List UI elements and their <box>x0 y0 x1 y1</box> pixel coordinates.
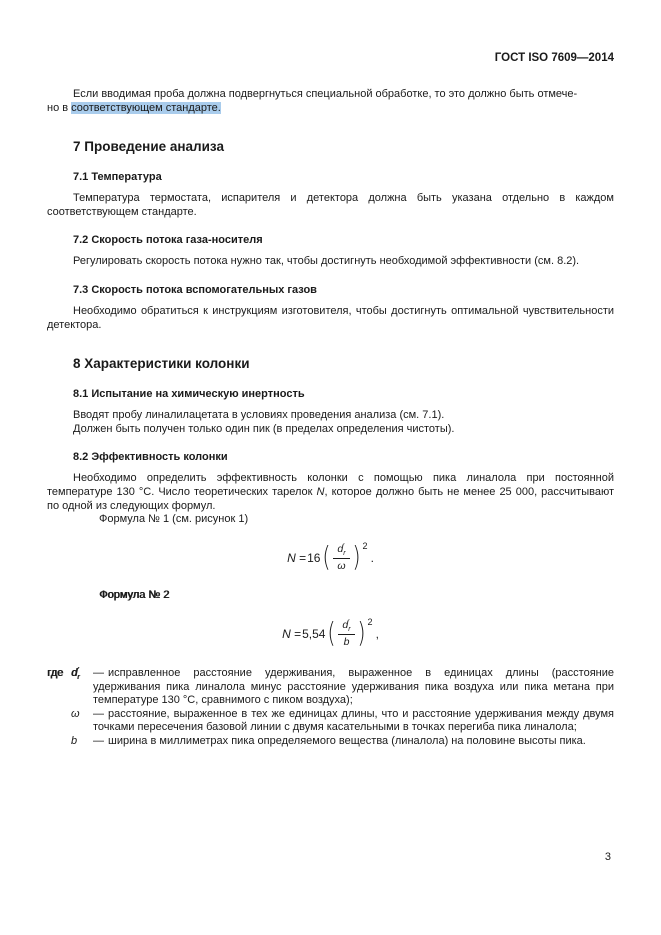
term-description <box>93 708 614 735</box>
section-7-3-body: Необходимо обратиться к инструкциям изготовителя, чтобы достигнуть оптимальной чувствительности детектора. <box>47 304 614 331</box>
sup-sub-stack <box>343 544 345 557</box>
exponent: 2 <box>362 540 368 551</box>
formula-1 <box>47 541 614 575</box>
prime-mark: ′ <box>348 619 350 627</box>
close-paren: ) <box>351 540 361 574</box>
formula-1-label: Формула № 1 (см. рисунок 1) <box>99 513 249 526</box>
description-text: расстояние, выраженное в тех же единицах длины, что и расстояние удерживания между двумя точками пересечения базовой линии с двумя касательными в точках перегиба пика линалола; <box>93 707 614 734</box>
close-paren: ) <box>356 615 366 649</box>
subscript-r: r <box>343 549 346 557</box>
term-d: d ′ r <box>71 666 80 681</box>
section-8-1-body-1: Вводят пробу линалилацетата в условиях проведения анализа (см. 7.1). <box>73 409 445 422</box>
section-7-1-body: Температура термостата, испарителя и детектора должна быть указана отдельно в каждом соответствующем стандарте. <box>47 192 614 218</box>
section-7-1-title: 7.1 Температура <box>73 171 162 184</box>
dash: — <box>93 666 104 679</box>
list-item <box>69 735 614 749</box>
dash: — <box>93 707 104 720</box>
term-description <box>93 735 614 749</box>
intro-paragraph <box>47 88 614 115</box>
fraction-numerator <box>333 543 349 560</box>
exponent: 2 <box>367 616 373 627</box>
description-text: ширина в миллиметрах пика определяемого вещества (линалола) на половине высоты пика. <box>108 734 586 747</box>
body-text: Необходимо определить эффективность колонки с помощью пика линалола при постоянной температуре 130 °С. Число теоретических тарелок <box>47 472 614 498</box>
list-item <box>69 667 614 708</box>
fraction-numerator <box>338 619 354 636</box>
fraction-denominator: b <box>343 636 350 649</box>
section-8-2-title: 8.2 Эффективность колонки <box>73 451 228 464</box>
sup-sub-stack <box>348 620 350 633</box>
fraction-denominator: ω <box>337 560 346 573</box>
open-paren: ( <box>322 540 332 574</box>
page-number: 3 <box>604 851 611 863</box>
where-definitions <box>47 667 614 749</box>
variable-d: d <box>342 618 349 631</box>
section-7-3-title: 7.3 Скорость потока вспомогательных газов <box>73 283 317 296</box>
section-7-title: 7 Проведение анализа <box>73 139 224 155</box>
variable-d: d <box>337 542 344 555</box>
formula-lhs: N <box>282 626 291 641</box>
body-text: , которое должно быть не менее 25 000, рассчитывают по одной из следующих формул. <box>47 485 615 512</box>
term-omega: ω <box>71 707 80 720</box>
section-8-1-body-2: Должен быть получен только один пик (в пределах определения чистоты). <box>73 422 455 435</box>
section-8-title: 8 Характеристики колонки <box>73 356 250 372</box>
section-7-2-title: 7.2 Скорость потока газа-носителя <box>73 234 263 247</box>
variable-n: N <box>316 485 325 498</box>
section-7-2-body: Регулировать скорость потока нужно так, чтобы достигнуть необходимой эффективности (см. 8.2). <box>73 255 580 268</box>
selected-text: соответствующем стандарте. <box>71 101 221 114</box>
formula-lhs: N <box>287 550 296 565</box>
formula-punctuation: , <box>375 626 379 641</box>
formula-punctuation: . <box>370 550 374 565</box>
term-description <box>93 667 614 708</box>
fraction <box>333 543 349 573</box>
sup-sub-stack: ′ r <box>77 667 80 681</box>
prime-mark: ′ <box>343 543 345 551</box>
equals-sign: = <box>299 550 307 565</box>
open-paren: ( <box>327 615 337 649</box>
section-8-2-body <box>47 472 614 513</box>
subscript-r: r <box>348 625 351 633</box>
equals-sign: = <box>294 626 302 641</box>
where-label: где <box>47 666 64 679</box>
formula-coefficient: 5,54 <box>302 626 326 641</box>
formula-2-label: Формула № 2 <box>99 589 170 602</box>
term-b: b <box>71 734 78 747</box>
dash: — <box>93 734 104 747</box>
where-items <box>69 667 614 749</box>
formula-coefficient: 16 <box>307 550 321 565</box>
doc-number: ГОСТ ISO 7609—2014 <box>494 52 614 64</box>
list-item <box>69 708 614 735</box>
section-8-1-title: 8.1 Испытание на химическую инертность <box>73 388 305 401</box>
fraction <box>338 619 354 649</box>
formula-2 <box>47 617 614 651</box>
intro-line1: Если вводимая проба должна подвергнуться специальной обработке, то это должно быть отмече- <box>73 88 578 100</box>
intro-line2-prefix: но в <box>47 101 72 114</box>
description-text: исправленное расстояние удерживания, выраженное в единицах длины (расстояние удерживания пика линалола минус расстояние удерживания пика воздуха или пика метана при температуре 130 °С, сравнимого с пиком воздуха); <box>93 666 614 707</box>
